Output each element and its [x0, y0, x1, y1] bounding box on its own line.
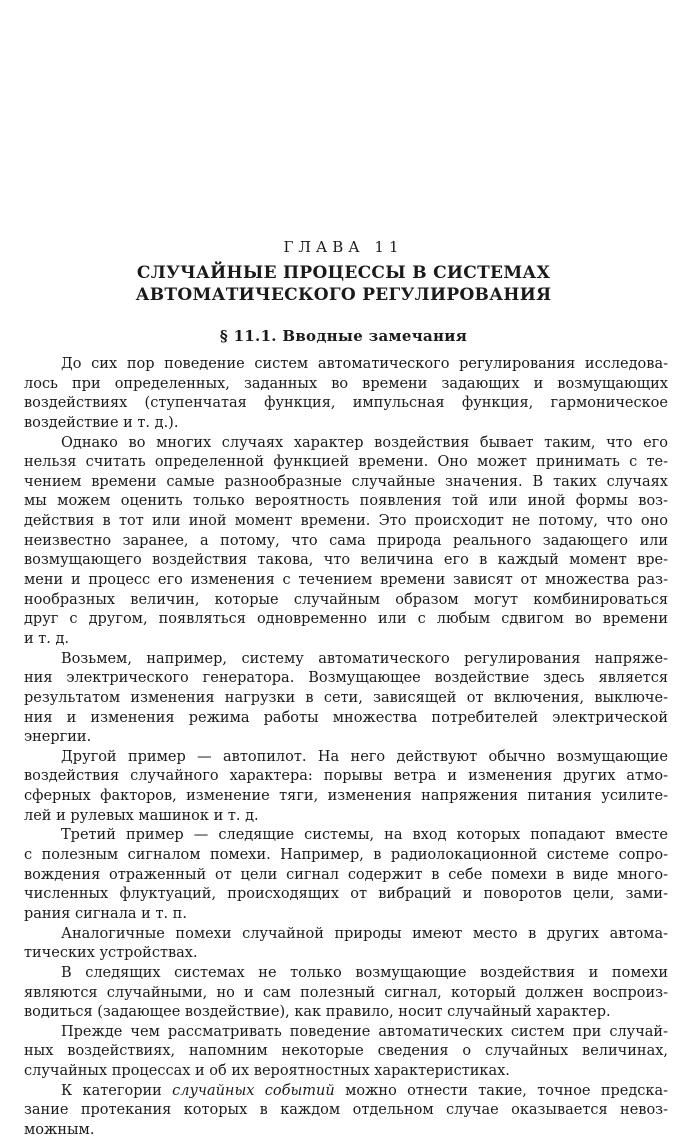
body-text	[24, 355, 668, 1141]
text-fragment: можно отнести такие, точное предска-	[345, 1082, 669, 1099]
text-line: вождения отраженный от цели сигнал содержит в себе помехи в виде много-	[24, 866, 668, 883]
text-line: ния и изменения режима работы множества потребителей электрической	[24, 709, 668, 726]
text-line: друг с другом, появляться одновременно или с любым сдвигом во времени	[24, 611, 668, 628]
text-line: Возьмем, например, систему автоматического регулирования напряже-	[61, 650, 668, 667]
text-line: тических устройствах.	[24, 945, 198, 962]
text-line: рания сигнала и т. п.	[24, 905, 187, 922]
chapter-title	[0, 262, 687, 306]
chapter-label: ГЛАВА 11	[283, 238, 404, 256]
text-line: зание протекания которых в каждом отдельном случае оказывается невоз-	[24, 1102, 668, 1119]
text-line: лей и рулевых машинок и т. д.	[24, 807, 259, 824]
text-line: воздействиях (ступенчатая функция, импульсная функция, гармоническое	[24, 395, 668, 412]
text-fragment: К категории	[61, 1082, 162, 1099]
text-line: можным.	[24, 1121, 95, 1138]
text-line: действия в тот или иной момент времени. Это происходит не потому, что оно	[24, 513, 668, 530]
text-line: и т. д.	[24, 630, 70, 647]
text-line: Аналогичные помехи случайной природы имеют место в других автома-	[61, 925, 668, 942]
text-line: случайных процессах и об их вероятностных характеристиках.	[24, 1063, 510, 1080]
text-line: До сих пор поведение систем автоматического регулирования исследова-	[61, 356, 668, 372]
text-line: являются случайными, но и сам полезный сигнал, который должен воспроиз-	[24, 984, 668, 1001]
text-line: воздействия случайного характера: порывы ветра и изменения других атмо-	[24, 768, 668, 785]
text-line: нообразных величин, которые случайным образом могут комбинироваться	[24, 591, 668, 608]
text-line: Однако во многих случаях характер воздействия бывает таким, что его	[61, 434, 668, 451]
text-line: возмущающего воздействия такова, что величина его в каждый момент вре-	[24, 552, 668, 569]
text-line: Третий пример — следящие системы, на вход которых попадают вместе	[61, 827, 668, 844]
text-line: Другой пример — автопилот. На него действуют обычно возмущающие	[61, 748, 668, 765]
text-line: численных флуктуаций, происходящих от вибраций и поворотов цели, зами-	[24, 886, 668, 903]
text-line: ния электрического генератора. Возмущающее воздействие здесь является	[24, 670, 668, 687]
text-line: мени и процесс его изменения с течением времени зависят от множества раз-	[24, 572, 668, 589]
text-line: В следящих системах не только возмущающие воздействия и помехи	[61, 964, 668, 981]
text-line: с полезным сигналом помехи. Например, в радиолокационной системе сопро-	[24, 847, 668, 864]
chapter-title-line-1: СЛУЧАЙНЫЕ ПРОЦЕССЫ В СИСТЕМАХ	[136, 263, 551, 283]
section-title: § 11.1. Вводные замечания	[219, 327, 468, 345]
text-line: энергии.	[24, 729, 92, 746]
text-line: неизвестно заранее, а потому, что сама природа реального задающего или	[24, 532, 668, 549]
text-line: нельзя считать определенной функцией времени. Оно может принимать с те-	[24, 454, 668, 471]
chapter-title-line-2: АВТОМАТИЧЕСКОГО РЕГУЛИРОВАНИЯ	[135, 285, 552, 305]
text-line-with-term	[24, 1082, 668, 1102]
text-line: водиться (задающее воздействие), как правило, носит случайный характер.	[24, 1004, 611, 1021]
text-line: результатом изменения нагрузки в сети, зависящей от включения, выключе-	[24, 689, 668, 706]
text-line: чением времени самые разнообразные случайные значения. В таких случаях	[24, 473, 668, 490]
text-line: Прежде чем рассматривать поведение автоматических систем при случай-	[61, 1023, 668, 1040]
text-line: мы можем оценить только вероятность появления той или иной формы воз-	[24, 493, 668, 510]
text-line: ных воздействиях, напомним некоторые сведения о случайных величинах,	[24, 1043, 668, 1060]
text-line: сферных факторов, изменение тяги, изменения напряжения питания усилите-	[24, 788, 668, 805]
text-line: лось при определенных, заданных во времени задающих и возмущающих	[24, 375, 668, 392]
italic-term: случайных событий	[172, 1082, 335, 1099]
text-line: воздействие и т. д.).	[24, 414, 179, 431]
